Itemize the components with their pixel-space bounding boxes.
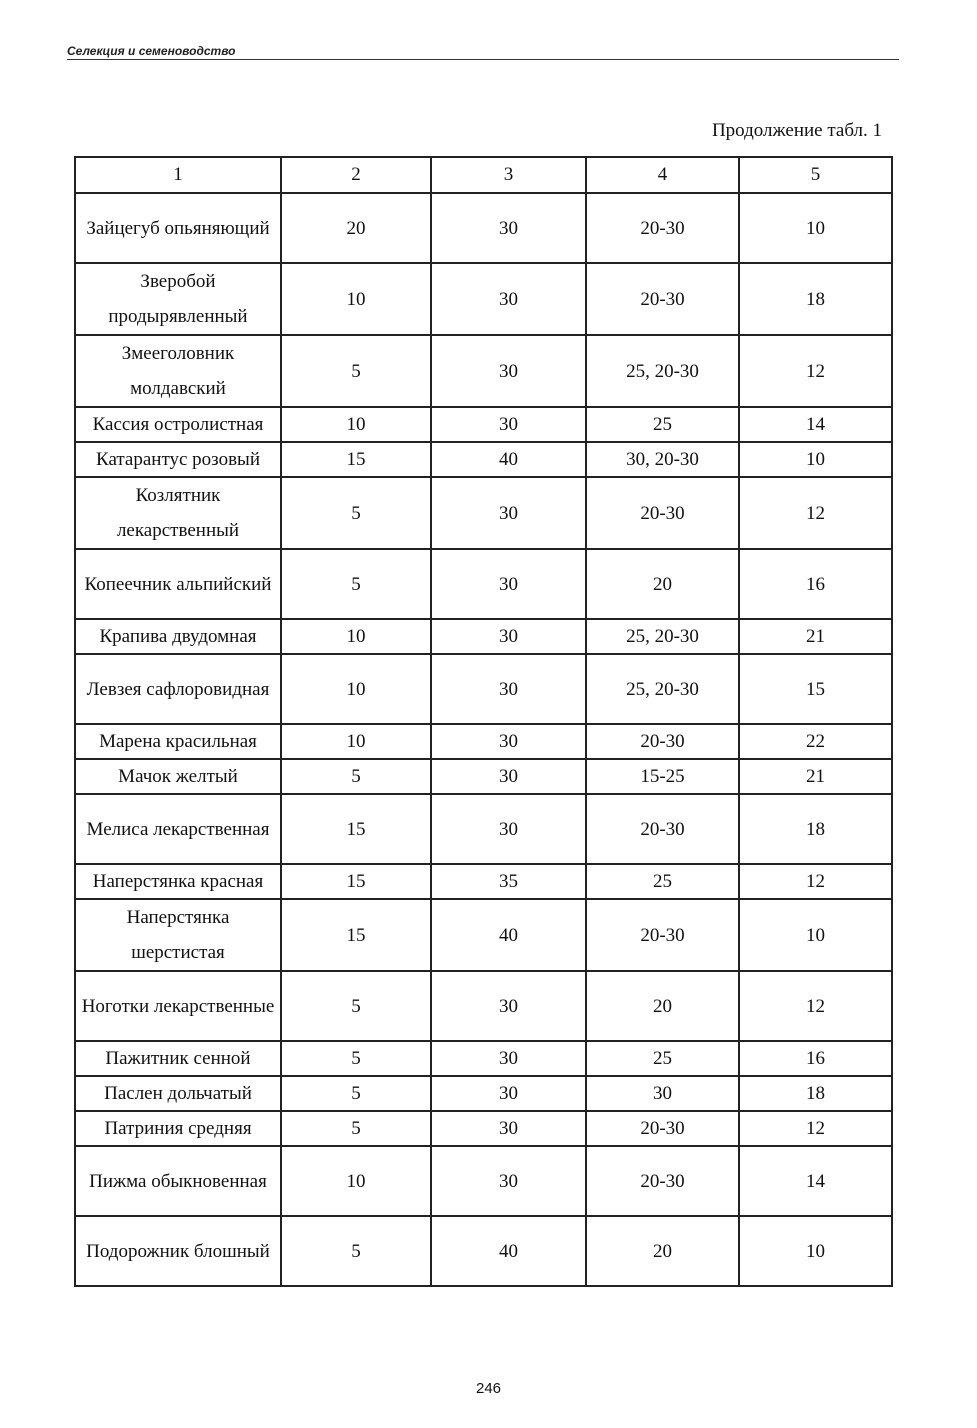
value-col-2: 5 <box>281 1076 431 1111</box>
value-col-3: 30 <box>431 1146 586 1216</box>
value-col-3: 30 <box>431 759 586 794</box>
table-row <box>75 759 892 794</box>
table-row <box>75 549 892 619</box>
value-col-4: 20 <box>586 1216 739 1286</box>
value-col-4: 20-30 <box>586 263 739 335</box>
value-col-4: 30, 20-30 <box>586 442 739 477</box>
column-header: 2 <box>281 157 431 193</box>
value-col-2: 10 <box>281 407 431 442</box>
value-col-2: 5 <box>281 1216 431 1286</box>
column-header: 1 <box>75 157 281 193</box>
value-col-4: 25 <box>586 407 739 442</box>
table-row <box>75 1146 892 1216</box>
plant-name: Змееголовник молдавский <box>75 335 281 407</box>
value-col-4: 25 <box>586 1041 739 1076</box>
value-col-2: 5 <box>281 759 431 794</box>
value-col-5: 10 <box>739 442 892 477</box>
column-header: 3 <box>431 157 586 193</box>
running-header: Селекция и семеноводство <box>67 44 236 58</box>
value-col-3: 30 <box>431 971 586 1041</box>
value-col-3: 30 <box>431 477 586 549</box>
value-col-4: 20 <box>586 549 739 619</box>
value-col-4: 25, 20-30 <box>586 619 739 654</box>
table-caption: Продолжение табл. 1 <box>711 120 882 141</box>
value-col-2: 15 <box>281 442 431 477</box>
value-col-3: 30 <box>431 1076 586 1111</box>
table-row <box>75 1076 892 1111</box>
value-col-3: 30 <box>431 193 586 263</box>
table-row <box>75 864 892 899</box>
value-col-5: 12 <box>739 1111 892 1146</box>
value-col-4: 25, 20-30 <box>586 654 739 724</box>
value-col-5: 16 <box>739 1041 892 1076</box>
value-col-4: 20-30 <box>586 724 739 759</box>
plant-name: Наперстянка красная <box>75 864 281 899</box>
value-col-3: 30 <box>431 1111 586 1146</box>
value-col-2: 20 <box>281 193 431 263</box>
value-col-3: 30 <box>431 549 586 619</box>
value-col-5: 14 <box>739 1146 892 1216</box>
value-col-3: 30 <box>431 724 586 759</box>
plant-name: Ноготки лекарственные <box>75 971 281 1041</box>
plant-name: Копеечник альпийский <box>75 549 281 619</box>
plant-name: Пажитник сенной <box>75 1041 281 1076</box>
value-col-4: 15-25 <box>586 759 739 794</box>
value-col-5: 18 <box>739 263 892 335</box>
value-col-5: 10 <box>739 193 892 263</box>
value-col-4: 20-30 <box>586 193 739 263</box>
value-col-5: 15 <box>739 654 892 724</box>
value-col-2: 10 <box>281 1146 431 1216</box>
table-row <box>75 971 892 1041</box>
value-col-5: 16 <box>739 549 892 619</box>
value-col-2: 15 <box>281 864 431 899</box>
value-col-5: 12 <box>739 477 892 549</box>
value-col-2: 5 <box>281 549 431 619</box>
value-col-4: 30 <box>586 1076 739 1111</box>
value-col-4: 20 <box>586 971 739 1041</box>
value-col-5: 12 <box>739 864 892 899</box>
plant-name: Паслен дольчатый <box>75 1076 281 1111</box>
plant-name: Зайцегуб опьяняющий <box>75 193 281 263</box>
plant-name: Козлятник лекарственный <box>75 477 281 549</box>
value-col-2: 15 <box>281 899 431 971</box>
value-col-2: 5 <box>281 477 431 549</box>
plant-name: Катарантус розовый <box>75 442 281 477</box>
table-row <box>75 724 892 759</box>
value-col-2: 10 <box>281 654 431 724</box>
value-col-3: 40 <box>431 442 586 477</box>
value-col-2: 10 <box>281 619 431 654</box>
page-number: 246 <box>475 1380 502 1397</box>
value-col-5: 14 <box>739 407 892 442</box>
plant-name: Крапива двудомная <box>75 619 281 654</box>
value-col-3: 30 <box>431 263 586 335</box>
plant-name: Марена красильная <box>75 724 281 759</box>
value-col-3: 30 <box>431 619 586 654</box>
value-col-5: 22 <box>739 724 892 759</box>
value-col-2: 10 <box>281 263 431 335</box>
table-row <box>75 477 892 549</box>
table-row <box>75 619 892 654</box>
plant-name: Патриния средняя <box>75 1111 281 1146</box>
value-col-5: 12 <box>739 971 892 1041</box>
value-col-4: 25 <box>586 864 739 899</box>
data-table <box>74 156 893 1287</box>
value-col-4: 25, 20-30 <box>586 335 739 407</box>
plant-name: Кассия остролистная <box>75 407 281 442</box>
plant-name: Мелиса лекарственная <box>75 794 281 864</box>
table-row <box>75 335 892 407</box>
value-col-4: 20-30 <box>586 1111 739 1146</box>
table-row <box>75 442 892 477</box>
value-col-5: 21 <box>739 619 892 654</box>
plant-name: Зверобой продырявленный <box>75 263 281 335</box>
table-row <box>75 794 892 864</box>
value-col-2: 5 <box>281 1041 431 1076</box>
value-col-5: 18 <box>739 794 892 864</box>
table-row <box>75 1041 892 1076</box>
table-row <box>75 1111 892 1146</box>
value-col-2: 5 <box>281 971 431 1041</box>
value-col-4: 20-30 <box>586 477 739 549</box>
table-row <box>75 1216 892 1286</box>
column-header: 4 <box>586 157 739 193</box>
value-col-5: 18 <box>739 1076 892 1111</box>
value-col-5: 10 <box>739 1216 892 1286</box>
table-row <box>75 899 892 971</box>
value-col-3: 30 <box>431 407 586 442</box>
value-col-3: 30 <box>431 1041 586 1076</box>
table-header-row <box>75 157 892 193</box>
value-col-3: 35 <box>431 864 586 899</box>
value-col-3: 40 <box>431 899 586 971</box>
table-row <box>75 193 892 263</box>
table-row <box>75 407 892 442</box>
value-col-3: 30 <box>431 794 586 864</box>
value-col-2: 5 <box>281 1111 431 1146</box>
value-col-3: 30 <box>431 335 586 407</box>
plant-name: Пижма обыкновенная <box>75 1146 281 1216</box>
plant-name: Мачок желтый <box>75 759 281 794</box>
value-col-5: 10 <box>739 899 892 971</box>
plant-name: Левзея сафлоровидная <box>75 654 281 724</box>
column-header: 5 <box>739 157 892 193</box>
value-col-2: 15 <box>281 794 431 864</box>
value-col-5: 21 <box>739 759 892 794</box>
table-row <box>75 654 892 724</box>
value-col-4: 20-30 <box>586 1146 739 1216</box>
value-col-4: 20-30 <box>586 899 739 971</box>
plant-name: Наперстянка шерстистая <box>75 899 281 971</box>
value-col-5: 12 <box>739 335 892 407</box>
table-row <box>75 263 892 335</box>
value-col-4: 20-30 <box>586 794 739 864</box>
value-col-3: 30 <box>431 654 586 724</box>
value-col-3: 40 <box>431 1216 586 1286</box>
plant-name: Подорожник блошный <box>75 1216 281 1286</box>
header-rule <box>67 59 899 60</box>
value-col-2: 10 <box>281 724 431 759</box>
value-col-2: 5 <box>281 335 431 407</box>
